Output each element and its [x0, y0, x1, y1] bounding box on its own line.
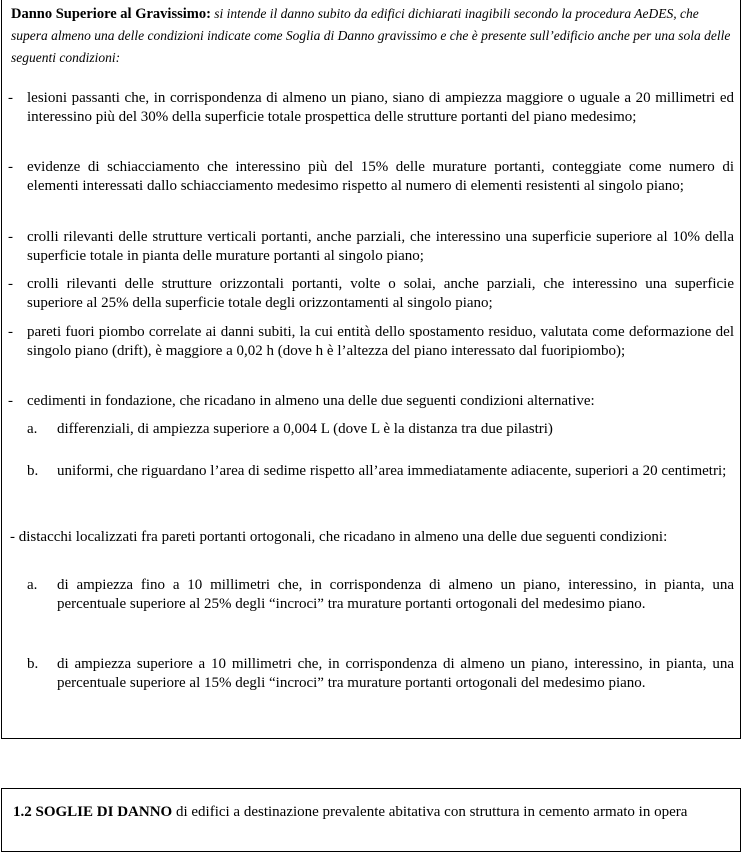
sub-item-marker: b. — [27, 656, 39, 672]
list-item — [8, 158, 734, 197]
bullet-text: cedimenti in fondazione, che ricadano in almeno una delle due seguenti condizioni alternative: — [27, 393, 595, 409]
sub-item-marker: a. — [27, 421, 38, 437]
list-paragraph: - distacchi localizzati fra pareti portanti ortogonali, che ricadano in almeno una delle due seguenti condizioni: — [10, 529, 668, 545]
sub-item — [27, 576, 734, 615]
sub-item-text: di ampiezza superiore a 10 millimetri che, in corrispondenza di almeno un piano, interessino, in pianta, una percentuale superiore al 15% degli “incroci” tra murature portanti ortogonali del medesimo piano. — [57, 656, 734, 692]
sub-item-text: di ampiezza fino a 10 millimetri che, in corrispondenza di almeno un piano, interessino, in pianta, una percentuale superiore al 25% degli “incroci” tra murature portanti ortogonali del medesimo piano. — [57, 577, 734, 613]
list-item — [8, 275, 734, 314]
intro-paragraph — [11, 3, 735, 69]
section-subtitle: di edifici a destinazione prevalente abitativa con struttura in cemento armato in opera — [172, 804, 688, 820]
sub-item — [27, 459, 734, 484]
sub-item-text: differenziali, di ampiezza superiore a 0,004 L (dove L è la distanza tra due pilastri) — [57, 421, 553, 437]
section-heading — [13, 800, 733, 825]
list-item — [8, 228, 734, 267]
section-number-title: 1.2 SOGLIE DI DANNO — [13, 804, 173, 820]
list-item — [8, 392, 734, 411]
section-heading-box — [1, 788, 741, 852]
bullet-dash: - — [8, 393, 13, 409]
sub-item-marker: b. — [27, 463, 39, 479]
list-item — [8, 89, 734, 128]
bullet-text: lesioni passanti che, in corrispondenza di almeno un piano, siano di ampiezza maggiore o uguale a 20 millimetri ed interessino più del 30% della superficie totale prospettica delle strutture portanti del piano medesimo; — [27, 90, 734, 126]
definition-box — [1, 0, 741, 739]
list-item — [8, 323, 734, 362]
bullet-text: pareti fuori piombo correlate ai danni subiti, la cui entità dello spostamento residuo, valutata come deformazione del singolo piano (drift), è maggiore a 0,02 h (dove h è l’altezza del piano interessato dal fuoripiombo); — [27, 324, 734, 360]
bullet-dash: - — [8, 229, 13, 245]
bullet-text: crolli rilevanti delle strutture orizzontali portanti, volte o solai, anche parziali, che interessino una superficie superiore al 25% della superficie totale degli orizzontamenti al singolo piano; — [27, 276, 734, 312]
sub-item — [27, 420, 734, 439]
bullet-text: crolli rilevanti delle strutture verticali portanti, anche parziali, che interessino una superficie superiore al 10% della superficie totale in pianta delle murature portanti al singolo piano; — [27, 229, 734, 265]
bullet-text: evidenze di schiacciamento che interessino più del 15% delle murature portanti, conteggiate come numero di elementi interessati dallo schiacciamento medesimo rispetto al numero di elementi resistenti al singolo piano; — [27, 159, 734, 195]
bullet-dash: - — [8, 90, 13, 106]
bullet-dash: - — [8, 276, 13, 292]
sub-item-marker: a. — [27, 577, 38, 593]
bullet-dash: - — [8, 159, 13, 175]
sub-item — [27, 655, 734, 694]
sub-item-text: uniformi, che riguardano l’area di sedime rispetto all’area immediatamente adiacente, superiori a 20 centimetri; — [57, 463, 727, 479]
intro-definition: si intende il danno subito da edifici dichiarati inagibili secondo la procedura AeDES, che supera almeno una delle condizioni indicate come Soglia di Danno gravissimo e che è presente sull’edificio anche per una sola delle seguenti condizioni: — [11, 6, 731, 65]
intro-heading: Danno Superiore al Gravissimo: — [11, 6, 211, 22]
bullet-dash: - — [8, 324, 13, 340]
